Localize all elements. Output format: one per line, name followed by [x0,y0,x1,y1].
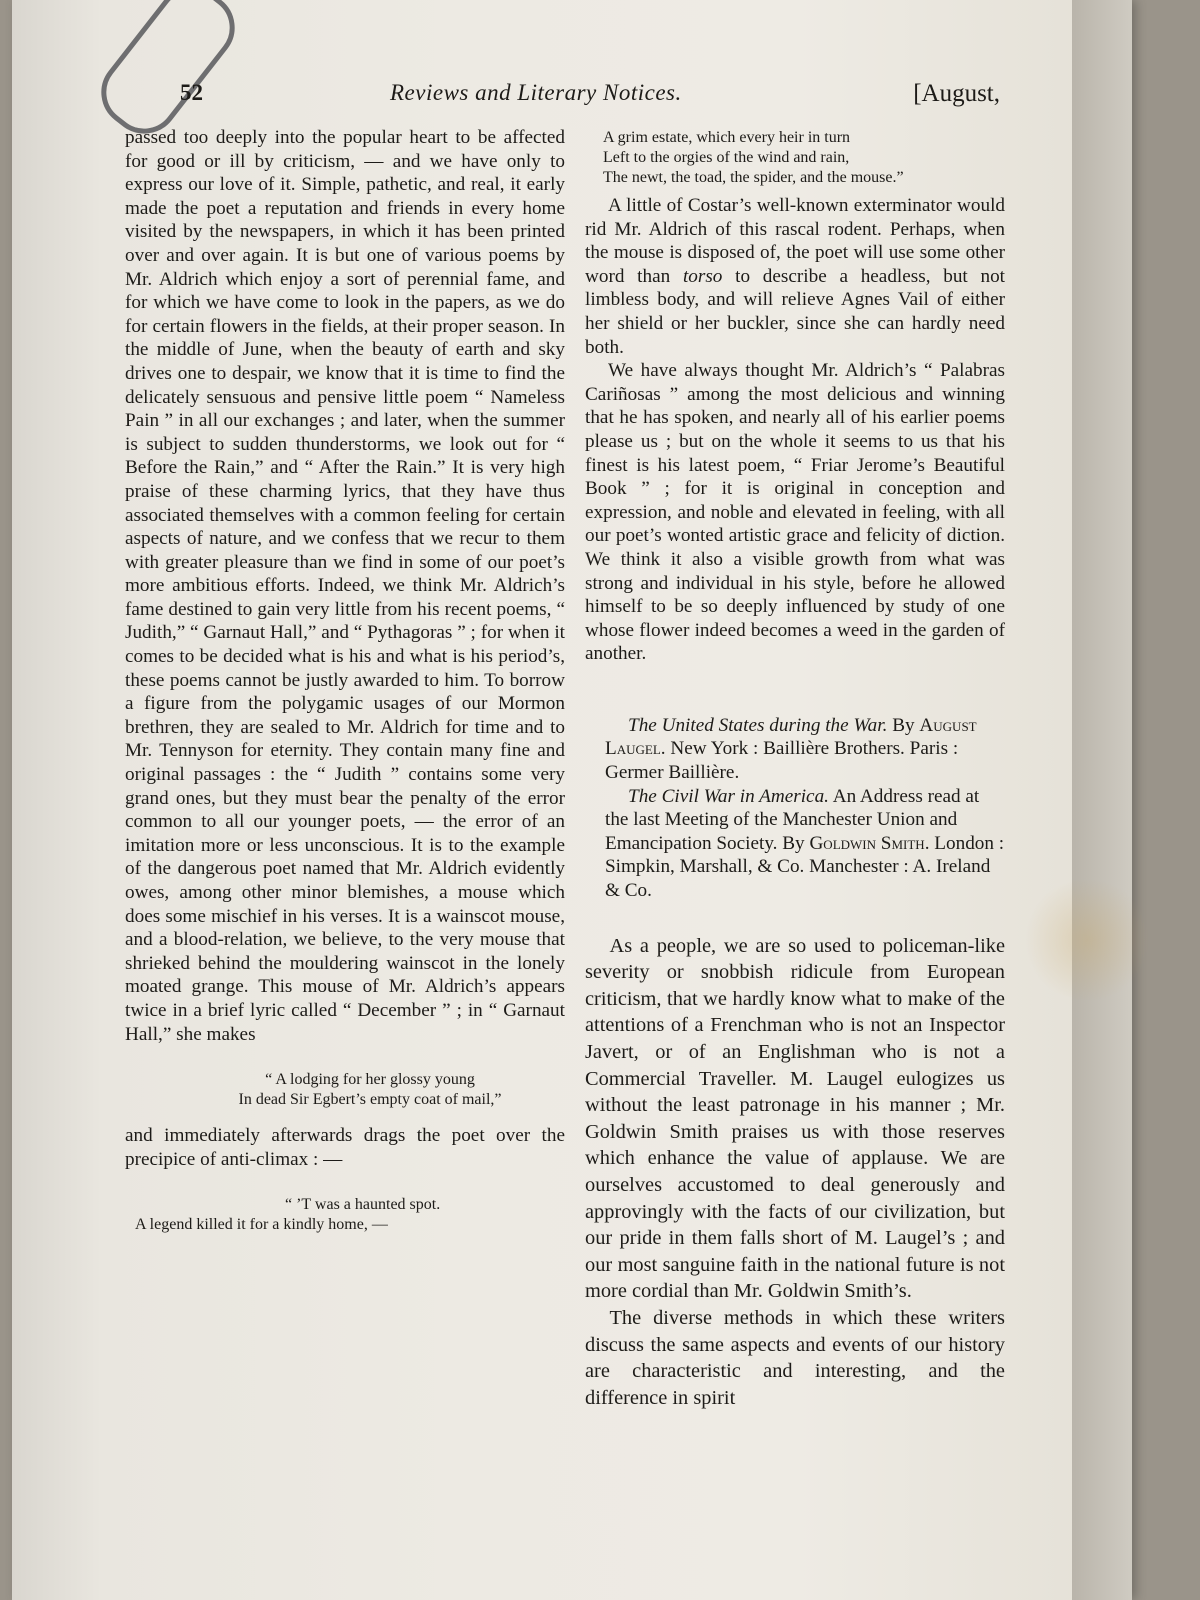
verse-line: “ ’T was a haunted spot. [285,1196,441,1214]
running-month: [August, [913,80,1000,107]
verse-line: A grim estate, which every heir in turn [603,129,851,146]
right-paragraph-3: As a people, we are so used to policeman-like severity or snobbish ridicule from European criticism, that we hardly know what to make of the attentions of a Frenchman who is not an Inspector Javert, or of an Englishman who is not a Commercial Traveller. M. Laugel eulogizes us without the least patronage in his manner ; Mr. Goldwin Smith praises us with those reserves which enhance the value of applause. We are ourselves accustomed to deal generously and approvingly with the facts of our civilization, but our pride in them falls short of M. Laugel’s ; and our most sanguine faith in the national future is not more cordial than Mr. Goldwin Smith’s. [585,934,1005,1303]
running-title: Reviews and Literary Notices. [390,80,682,105]
book-publisher: London : Simpkin, Marshall, & Co. Manchester : A. Ireland & Co. [605,832,1005,902]
paper-stain [1022,880,1152,1000]
review-body [585,933,1005,1412]
paragraph-text: A little of Costar’s well-known exterminator would rid Mr. Aldrich of this rascal rodent. Perhaps, when the mouse is disposed of, the poet will use some other word than [585,195,1005,287]
verse-line: In dead Sir Egbert’s empty coat of mail,” [238,1091,502,1109]
verse-line: A legend killed it for a kindly home, — [135,1216,388,1234]
verse-line: The newt, the toad, the spider, and the mouse.” [603,169,904,186]
verse-line: “ A lodging for her glossy young [265,1071,475,1089]
italic-word: torso [682,265,723,287]
page-edge-shadow [1072,0,1132,1600]
right-paragraph-4: The diverse methods in which these writers discuss the same aspects and events of our history are characteristic and interesting, and the difference in spirit [585,1306,1005,1409]
book-description: An Address read at the last Meeting of the Manchester Union and Emancipation Society. By [605,785,980,854]
page-header [180,80,1000,120]
book-title: The United States during the War. [628,714,888,736]
right-paragraph-2: We have always thought Mr. Aldrich’s “ Palabras Cariñosas ” among the most delicious and winning that he has spoken, and nearly all of his earlier poems please us ; but on the whole it seems to us that his finest is his latest poem, “ Friar Jerome’s Beautiful Book ” ; for it is original in conception and expression, and noble and elevated in feeling, with all our poet’s wonted artistic grace and felicity of diction. We think it also a visible growth from what was strong and individual in his style, before he allowed himself to be so deeply influenced by study of one whose flower indeed becomes a weed in the garden of another. [585,360,1005,665]
left-paragraph-2: and immediately afterwards drags the poet over the precipice of anti-climax : — [125,1125,565,1170]
book-entry-2 [585,785,1005,903]
left-paragraph-1: passed too deeply into the popular heart to be affected for good or ill by criticism, — and we have only to express our love of it. Simple, pathetic, and real, it early made the poet a reputation and friends in every home visited by the newspapers, in which it has been printed over and over again. It is but one of various poems by Mr. Aldrich which enjoy a sort of perennial fame, and for which we have come to look in the papers, as we do for certain flowers in the fields, at their proper season. In the middle of June, when the beauty of earth and sky drives one to despair, we know that it is time to find the delicately sensuous and pensive little poem “ Nameless Pain ” in all our exchanges ; and later, when the summer is subject to sudden thunderstorms, we look out for “ Before the Rain,” and “ After the Rain.” It is very high praise of these charming lyrics, that they have thus associated themselves with a common feeling for certain aspects of nature, and we confess that we recur to them with greater pleasure than we find in some of our poet’s more ambitious efforts. Indeed, we think Mr. Aldrich’s fame destined to gain very little from his recent poems, “ Judith,” “ Garnaut Hall,” and “ Pythagoras ” ; for when it comes to be decided what is his and what is his period’s, these poems cannot be justly awarded to him. To borrow a figure from the polygamic usages of our Mormon brethren, they are sealed to Mr. Aldrich for time and to Mr. Tennyson for eternity. They contain many fine and original passages : the “ Judith ” contains some very grand ones, but they must bear the penalty of the error common to all our younger poets, — the error of an imitation more or less unconscious. It is to the example of the dangerous poet named that Mr. Aldrich evidently owes, among other minor blemishes, a mouse which does some mischief in his verses. It is a wainscot mouse, and a blood-relation, we believe, to the very mouse that shrieked behind the mouldering wainscot in the lonely moated grange. This mouse of Mr. Aldrich’s appears twice in a brief lyric called “ December ” ; in “ Garnaut Hall,” she makes [125,127,565,1045]
book-publisher: New York : Baillière Brothers. Paris : Germer Baillière. [605,738,959,784]
book-author: Goldwin Smith. [809,832,930,854]
verse-line: Left to the orgies of the wind and rain, [603,149,850,166]
left-column [125,126,565,1235]
book-title: The Civil War in America. [628,785,829,807]
book-by: By [892,714,915,736]
book-notice [585,714,1005,903]
left-verse-quote-2 [135,1195,565,1235]
right-verse-quote [603,128,1005,188]
book-author: August Laugel. [605,714,977,760]
right-paragraph-1 [585,194,1005,359]
book-entry-1 [585,714,1005,785]
page-number: 52 [180,80,203,105]
paragraph-text: to describe a headless, but not limbless body, and will relieve Agnes Vail of either her shield or her buckler, since she can hardly need both. [585,265,1005,358]
right-column [585,128,1005,1411]
left-verse-quote-1 [175,1070,565,1110]
